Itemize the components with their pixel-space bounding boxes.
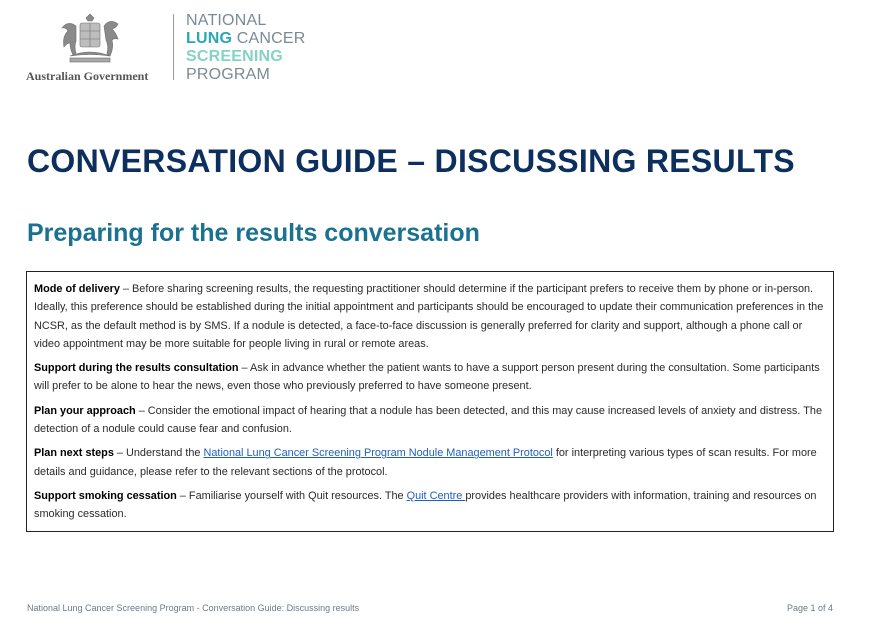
paragraph-heading: Support smoking cessation [34,489,177,502]
paragraph-smoking-cessation [34,487,825,524]
paragraph-plan-next-steps [34,444,825,481]
paragraph-text: – Ask in advance whether the patient wants to have a support person present during the consultation. Some participants will prefer to be alone to hear the news, even those who previously preferred to have someone present. [34,362,820,393]
paragraph-text: – Before sharing screening results, the requesting practitioner should determine if the participant prefers to receive them by phone or in-person. Ideally, this preference should be established during the initial appointment and participants should be encouraged to update their communication preferences in the NCSR, as the default method is by SMS. If a nodule is detected, a face-to-face discussion is generally preferred for clarity and support, although a phone call or video appointment may be more suitable for people living in rural or remote areas. [34,283,824,350]
paragraph-mode-of-delivery [34,280,825,353]
paragraph-plan-approach [34,402,825,439]
header-divider [173,14,174,80]
government-wordmark: Australian Government [26,69,149,83]
guidance-box [26,271,834,532]
nodule-management-protocol-link[interactable]: National Lung Cancer Screening Program Nodule Management Protocol [203,447,553,460]
program-logo [186,12,306,84]
paragraph-heading: Support during the results consultation [34,362,239,375]
quit-centre-link[interactable]: Quit Centre [406,489,466,502]
page-title: CONVERSATION GUIDE – DISCUSSING RESULTS [27,143,795,179]
paragraph-support-consultation [34,359,825,396]
program-logo-lung: LUNG [186,30,233,47]
paragraph-text: for interpreting various types of scan results. For more details and guidance, please refer to the relevant sections of the protocol. [34,447,817,478]
program-logo-line4: PROGRAM [186,66,271,83]
program-logo-line1: NATIONAL [186,12,267,29]
paragraph-text: – Understand the [113,447,204,460]
footer-page-number: Page 1 of 4 [786,603,833,613]
paragraph-heading: Mode of delivery [34,283,120,295]
paragraph-text: provides healthcare providers with information, training and resources on smoking cessation. [34,489,817,521]
program-logo-line3: SCREENING [186,48,283,65]
paragraph-text: – Consider the emotional impact of hearing that a nodule has been detected, and this may cause increased levels of anxiety and distress. The detection of a nodule could cause fear and confusion. [34,404,822,436]
program-logo-cancer: CANCER [232,30,306,47]
coat-of-arms-icon [56,12,124,66]
paragraph-heading: Plan your approach [34,404,136,417]
section-subtitle: Preparing for the results conversation [27,219,480,247]
program-logo-line2 [186,30,306,48]
paragraph-text: – Familiarise yourself with Quit resources. The [176,489,407,502]
footer-document-title: National Lung Cancer Screening Program - Conversation Guide: Discussing results [27,603,360,613]
header [26,12,326,84]
paragraph-heading: Plan next steps [34,447,114,460]
